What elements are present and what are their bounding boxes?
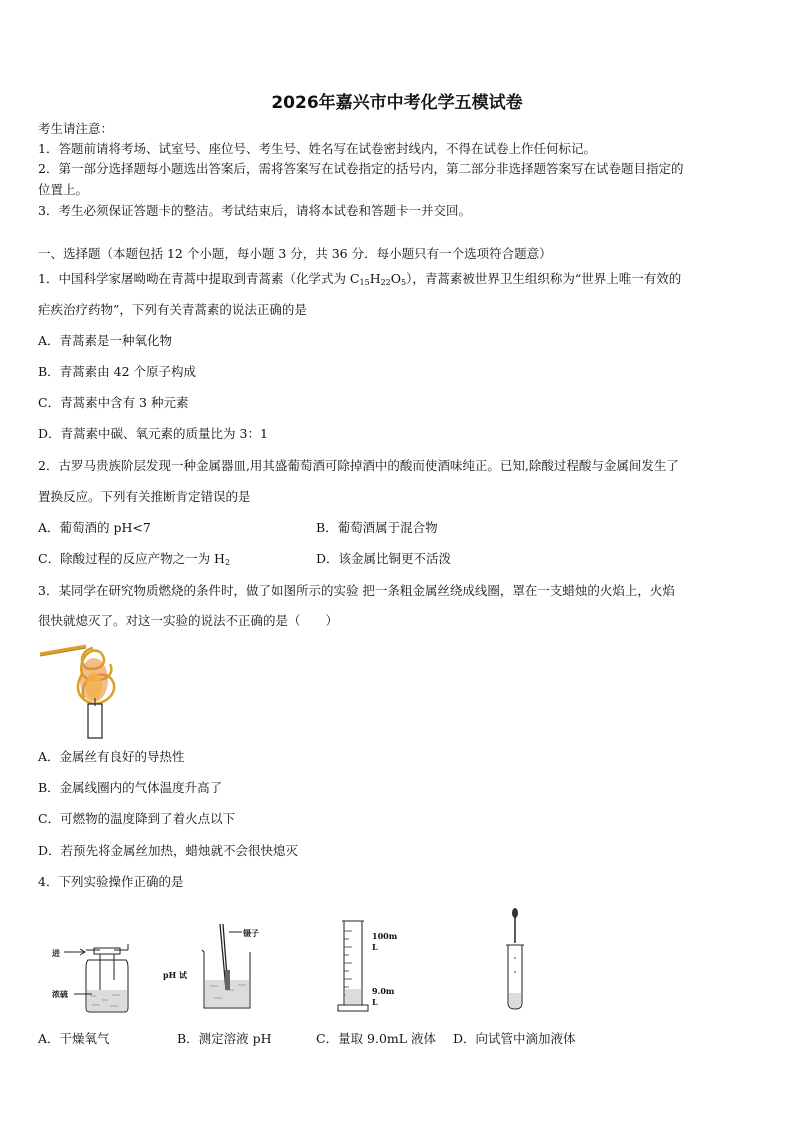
- notice-item-2: 2．第一部分选择题每小题选出答案后，需将答案写在试卷指定的括号内，第二部分非选择题答案写在试卷题目指定的: [38, 161, 684, 176]
- q2-option-a: A．葡萄酒的 pH<7: [38, 520, 151, 535]
- inlet-arrow-icon: [64, 948, 88, 956]
- candle-coil-figure: [38, 640, 128, 740]
- page-title: 2026年嘉兴市中考化学五模试卷: [271, 93, 523, 113]
- fig-b-label-ph-paper: pH 试: [163, 970, 187, 980]
- q1-option-b: B．青蒿素由 42 个原子构成: [38, 364, 197, 379]
- q2-stem-line1: 2．古罗马贵族阶层发现一种金属器皿,用其盛葡萄酒可除掉酒中的酸而使酒味纯正。已知,除酸过程酸与金属间发生了: [38, 458, 679, 473]
- fig-c-label-capacity-unit: L: [372, 942, 378, 952]
- fig-c-label-capacity: 100m: [372, 931, 398, 941]
- dropper-test-tube-figure: [498, 905, 532, 1013]
- notice-heading: 考生请注意：: [38, 121, 114, 136]
- notice-item-2-cont: 位置上。: [38, 182, 89, 197]
- q4-stem: 4．下列实验操作正确的是: [38, 874, 184, 889]
- q3-option-d: D．若预先将金属丝加热，蜡烛就不会很快熄灭: [38, 843, 299, 858]
- q4-option-d: D．向试管中滴加液体: [453, 1031, 576, 1046]
- q3-option-b: B．金属线圈内的气体温度升高了: [38, 780, 223, 795]
- q2-stem-line2: 置换反应。下列有关推断肯定错误的是: [38, 489, 251, 504]
- fig-a-label-acid: 浓硫: [52, 989, 68, 999]
- fig-c-label-volume: 9.0m: [372, 986, 395, 996]
- fig-b-label-tweezers: 镊子: [243, 928, 259, 938]
- q1-option-c: C．青蒿素中含有 3 种元素: [38, 395, 189, 410]
- fig-a-label-inlet: 进: [52, 948, 60, 958]
- q3-option-a: A．金属丝有良好的导热性: [38, 749, 185, 764]
- q2-option-c: C．除酸过程的反应产物之一为 $H_2$: [38, 551, 231, 567]
- q4-option-c: C．量取 9.0mL 液体: [316, 1031, 437, 1046]
- graduated-cylinder-figure: [336, 915, 370, 1013]
- acid-pointer-icon: [74, 991, 92, 997]
- notice-item-1: 1．答题前请将考场、试室号、座位号、考生号、姓名写在试卷密封线内，不得在试卷上作任何标记。: [38, 141, 596, 156]
- q3-stem-line2: 很快就熄灭了。对这一实验的说法不正确的是（ ）: [38, 613, 339, 628]
- fig-c-label-volume-unit: L: [372, 997, 378, 1007]
- q1-stem-line1: 1．中国科学家屠呦呦在青蒿中提取到青蒿素（化学式为 $C_{15}H_{22}O_5$），青蒿素被世界卫生组织称为“世界上唯一有效的: [38, 271, 682, 287]
- q1-option-d: D．青蒿素中碳、氧元素的质量比为 3：1: [38, 426, 268, 441]
- q2-option-b: B．葡萄酒属于混合物: [316, 520, 438, 535]
- notice-item-3: 3．考生必须保证答题卡的整洁。考试结束后，请将本试卷和答题卡一并交回。: [38, 203, 471, 218]
- q3-option-c: C．可燃物的温度降到了着火点以下: [38, 811, 236, 826]
- section-heading: 一、选择题（本题包括 12 个小题，每小题 3 分，共 36 分．每小题只有一个选项符合题意）: [38, 246, 552, 261]
- q3-stem-line1: 3．某同学在研究物质燃烧的条件时，做了如图所示的实验 把一条粗金属丝绕成线圈，罩在一支蜡烛的火焰上，火焰: [38, 583, 675, 598]
- q1-stem-line2: 疟疾治疗药物”，下列有关青蒿素的说法正确的是: [38, 302, 307, 317]
- q4-option-b: B．测定溶液 pH: [177, 1031, 272, 1046]
- q2-option-d: D．该金属比铜更不活泼: [316, 551, 452, 566]
- q4-option-a: A．干燥氧气: [38, 1031, 110, 1046]
- q1-option-a: A．青蒿素是一种氧化物: [38, 333, 173, 348]
